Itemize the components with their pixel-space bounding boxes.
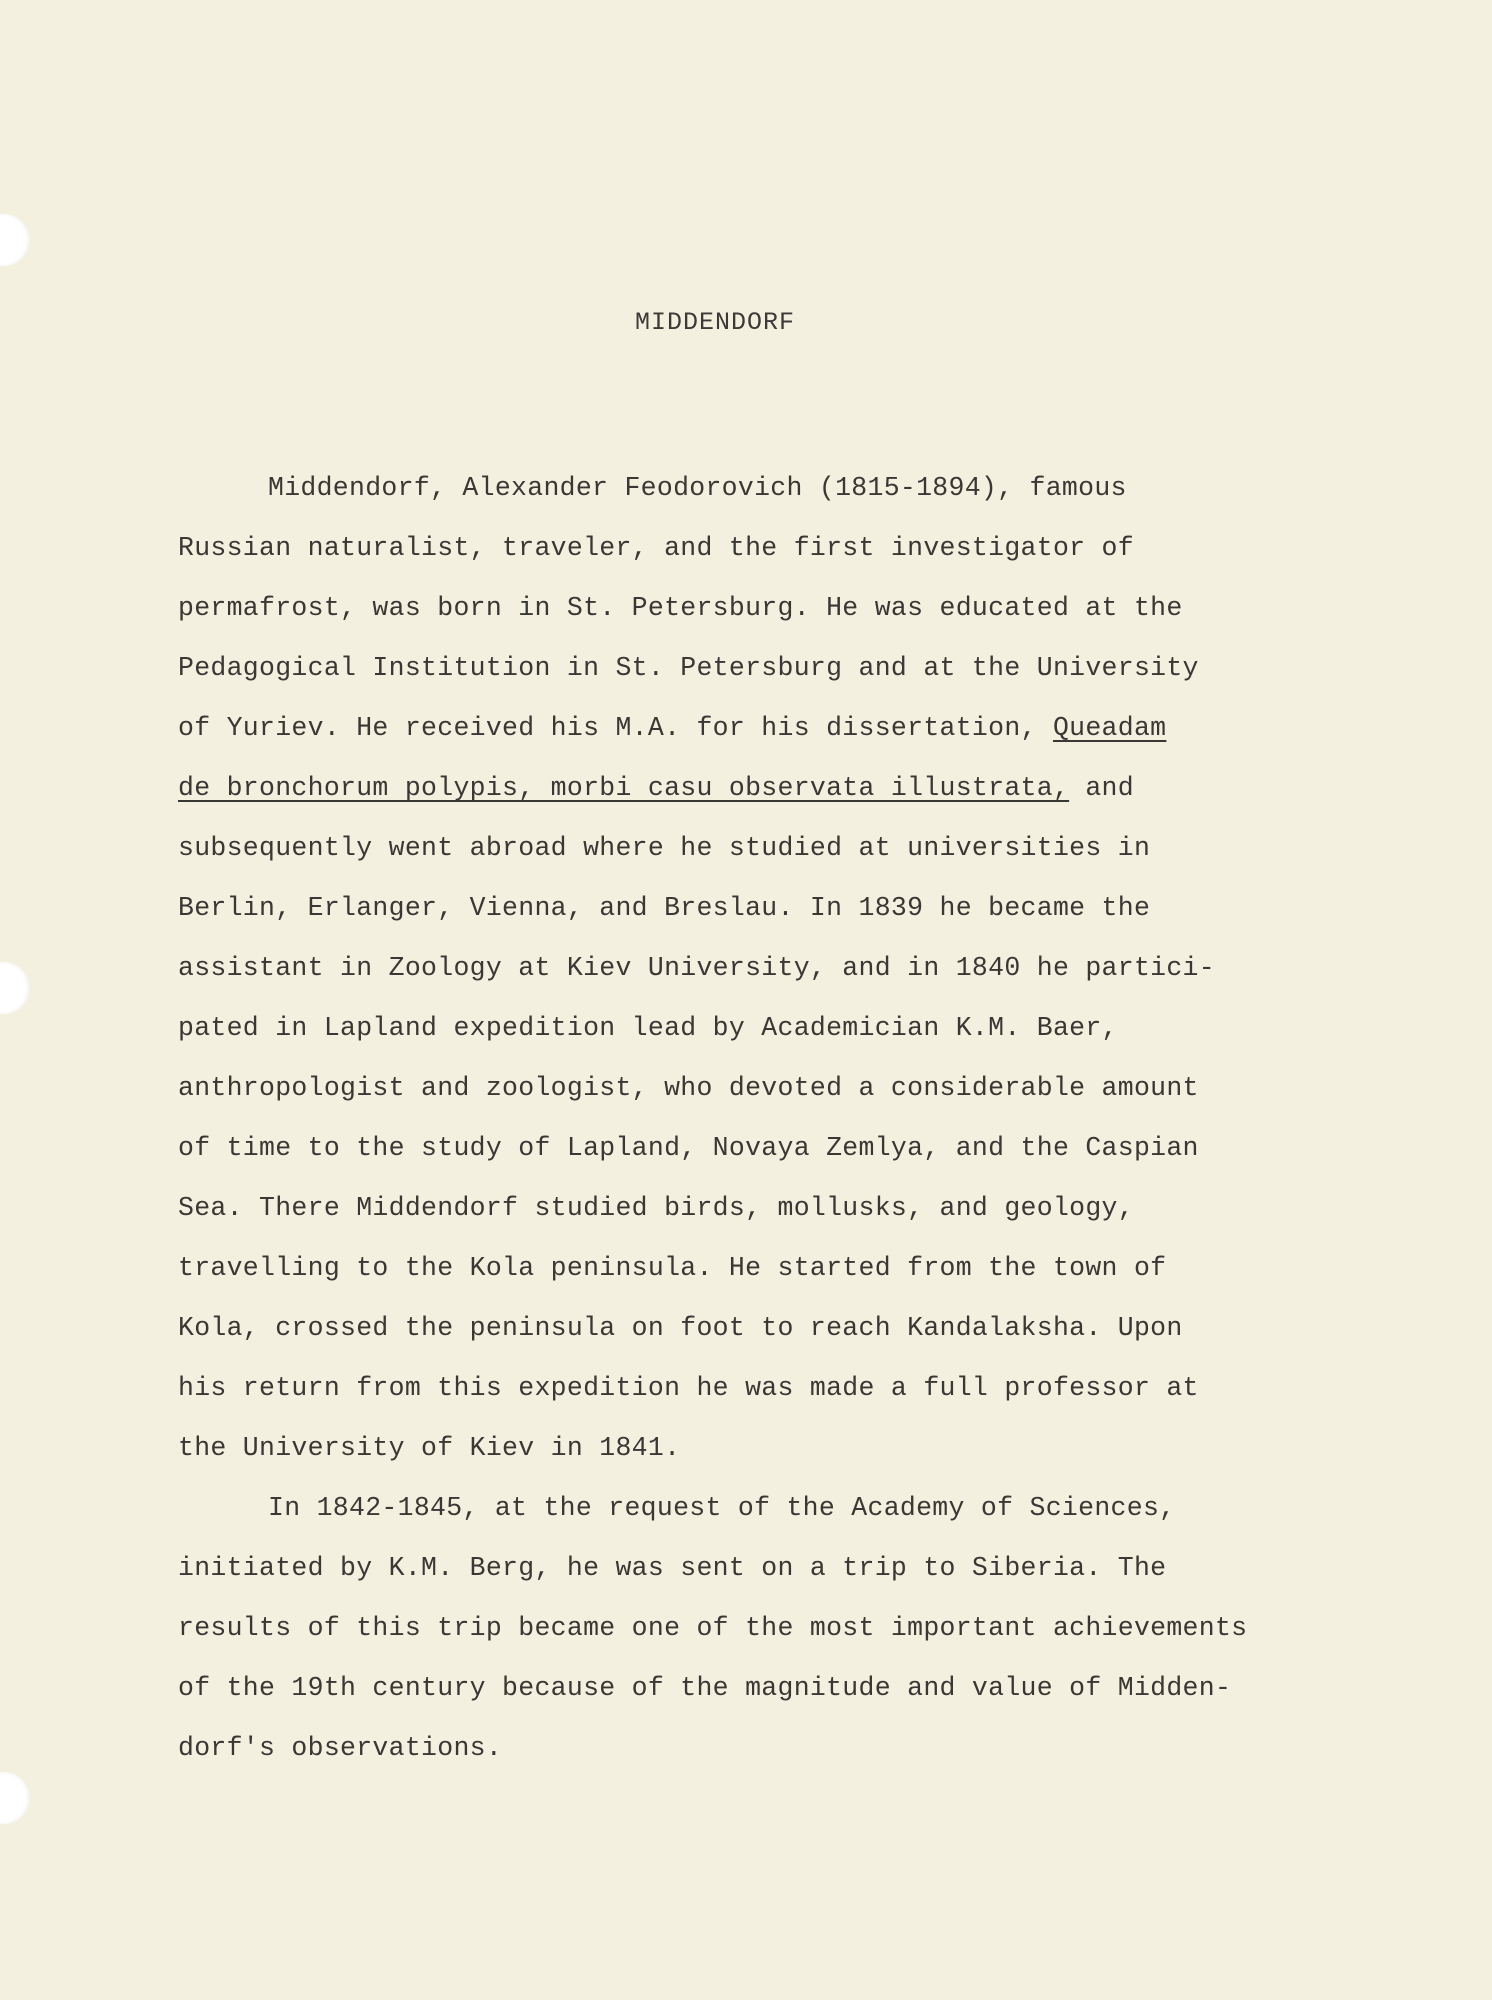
punch-hole — [0, 214, 30, 266]
text-line — [178, 698, 1398, 758]
text-line: the University of Kiev in 1841. — [178, 1433, 681, 1463]
text-line: Kola, crossed the peninsula on foot to reach Kandalaksha. Upon — [178, 1313, 1183, 1343]
text-line: Middendorf, Alexander Feodorovich (1815-1894), famous — [268, 473, 1127, 503]
text-line: permafrost, was born in St. Petersburg. He was educated at the — [178, 593, 1183, 623]
text-line: subsequently went abroad where he studied at universities in — [178, 833, 1151, 863]
text-line: results of this trip became one of the most important achievements — [178, 1613, 1248, 1643]
text-line: anthropologist and zoologist, who devoted a considerable amount — [178, 1073, 1199, 1103]
text-line: dorf's observations. — [178, 1733, 503, 1763]
underlined-title: de bronchorum polypis, morbi casu observata illustrata, — [178, 773, 1070, 803]
text-line — [178, 758, 1398, 818]
text-line: Sea. There Middendorf studied birds, mollusks, and geology, — [178, 1193, 1134, 1223]
text-line: Berlin, Erlanger, Vienna, and Breslau. In 1839 he became the — [178, 893, 1151, 923]
text-segment: of Yuriev. He received his M.A. for his dissertation, — [178, 713, 1053, 743]
text-line: In 1842-1845, at the request of the Academy of Sciences, — [268, 1493, 1176, 1523]
punch-hole — [0, 962, 30, 1014]
text-line: of the 19th century because of the magnitude and value of Midden- — [178, 1673, 1232, 1703]
text-line: Pedagogical Institution in St. Petersburg and at the University — [178, 653, 1199, 683]
document-title: MIDDENDORF — [634, 308, 796, 337]
text-line: initiated by K.M. Berg, he was sent on a trip to Siberia. The — [178, 1553, 1167, 1583]
punch-hole — [0, 1772, 30, 1824]
text-segment: and — [1069, 773, 1134, 803]
document-body — [178, 458, 1398, 1778]
text-line: his return from this expedition he was made a full professor at — [178, 1373, 1199, 1403]
text-line: pated in Lapland expedition lead by Academician K.M. Baer, — [178, 1013, 1118, 1043]
text-line: of time to the study of Lapland, Novaya Zemlya, and the Caspian — [178, 1133, 1199, 1163]
text-line: travelling to the Kola peninsula. He started from the town of — [178, 1253, 1167, 1283]
underlined-title: Queadam — [1052, 713, 1167, 743]
text-line: Russian naturalist, traveler, and the first investigator of — [178, 533, 1134, 563]
text-line: assistant in Zoology at Kiev University, and in 1840 he partici- — [178, 953, 1215, 983]
